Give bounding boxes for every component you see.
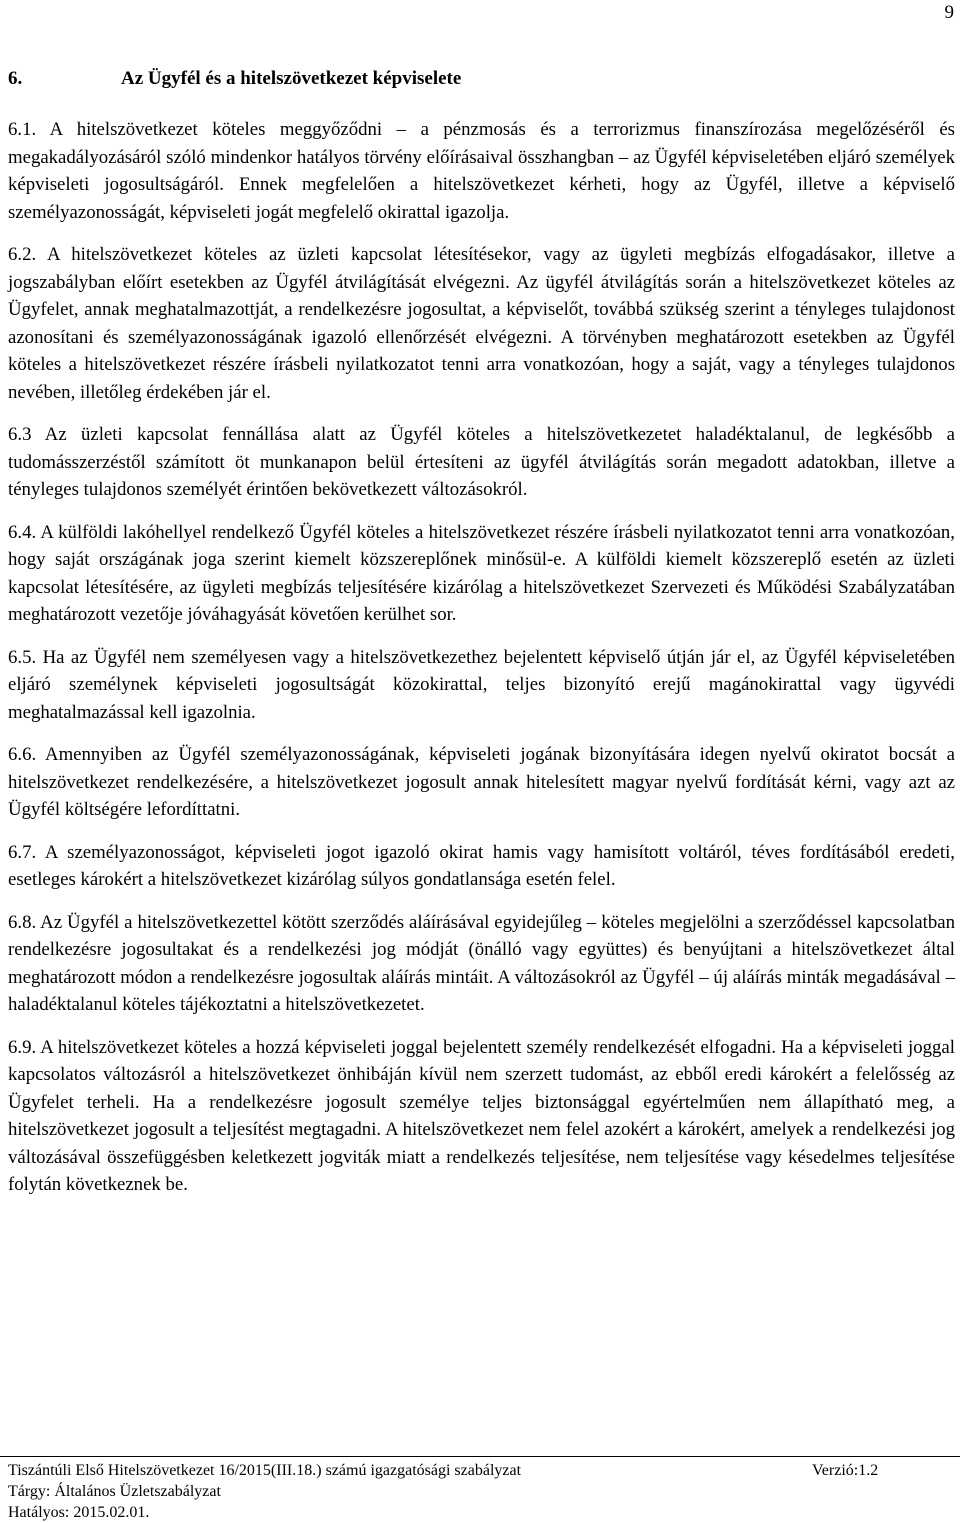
paragraph-text: A hitelszövetkezet köteles az üzleti kapcsolat létesítésekor, vagy az ügyleti megbízás elfogadásakor, illetve a jogszabályban előírt esetekben az Ügyfél átvilágítását elvégezni. Az ügyfél átvilágítás során a hitelszövetkezet köteles az Ügyfelet, annak meghatalmazottját, a rendelkezésre jogosultat, a képviselőt, továbbá szükség szerint a tényleges tulajdonost azonosítani és személyazonosságának igazoló ellenőrzését elvégezni. A törvényben meghatározott esetekben az Ügyfél köteles a hitelszövetkezet részére írásbeli nyilatkozatot tenni arra vonatkozóan, hogy a saját, vagy a tényleges tulajdonos nevében, illetőleg érdekében jár el. [8,244,955,403]
paragraph-6-1 [8,116,955,226]
footer-subject: Tárgy: Általános Üzletszabályzat [8,1483,221,1500]
section-number: 6. [8,68,23,89]
paragraph-6-8 [8,909,955,1019]
section-heading [8,68,461,90]
paragraph-number: 6.7. [8,841,37,863]
paragraph-number: 6.1. [8,119,37,140]
paragraph-number: 6.5. [8,646,37,668]
paragraph-number: 6.8. [8,911,37,933]
paragraph-text: Ha az Ügyfél nem személyesen vagy a hitelszövetkezethez bejelentett képviselő útján jár el, az Ügyfél képviseletében eljáró személynek képviseleti jogosultságát közokirattal, teljes bizonyító erejű magánokirattal vagy ügyvédi meghatalmazással kell igazolnia. [8,646,955,723]
paragraph-number: 6.6. [8,744,37,765]
footer-version: Verzió:1.2 [812,1462,879,1479]
paragraph-number: 6.9. [8,1036,37,1058]
paragraph-number: 6.4. [8,521,37,543]
paragraph-text: Az Ügyfél a hitelszövetkezettel kötött szerződés aláírásával egyidejűleg – köteles megjelölni a szerződéssel kapcsolatban rendelkezésre jogosultakat és a rendelkezési jog módját (önálló vagy együttes) és benyújtani a hitelszövetkezet által meghatározott módon a rendelkezésre jogosultak aláírás mintáit. A változásokról az Ügyfél – új aláírás minták megadásával – haladéktalanul köteles tájékoztatni a hitelszövetkezetet. [8,911,955,1015]
paragraph-6-9 [8,1034,955,1199]
paragraph-6-5 [8,644,955,727]
page-number: 9 [944,2,954,23]
paragraph-6-7 [8,839,955,894]
section-title: Az Ügyfél és a hitelszövetkezet képviselete [121,68,462,89]
footer-row-regulation [0,1460,960,1481]
section-body [8,116,955,1214]
paragraph-number: 6.3 [8,424,32,445]
paragraph-6-4 [8,519,955,629]
paragraph-text: A hitelszövetkezet köteles meggyőződni – a pénzmosás és a terrorizmus finanszírozása megelőzéséről és megakadályozásáról szóló mindenkor hatályos törvény előírásaival összhangban – az Ügyfél képviseletében eljáró személyek képviseleti jogosultságáról. Ennek megfelelően a hitelszövetkezet kérheti, hogy az Ügyfél, illetve a képviselő személyazonosságát, képviseleti jogát megfelelő okirattal igazolja. [8,119,955,223]
footer-effective-date: Hatályos: 2015.02.01. [8,1504,150,1521]
paragraph-text: A külföldi lakóhellyel rendelkező Ügyfél köteles a hitelszövetkezet részére írásbeli nyilatkozatot tenni arra vonatkozóan, hogy saját országának joga szerint kiemelt közszereplőnek minősül-e. A külföldi kiemelt közszereplő esetén az üzleti kapcsolat létesítésére, az ügyleti megbízás teljesítésére kizárólag a hitelszövetkezet Szervezeti és Működési Szabályzatában meghatározott vezetője jóváhagyását követően kerülhet sor. [8,521,955,625]
paragraph-text: A személyazonosságot, képviseleti jogot igazoló okirat hamis vagy hamisított voltáról, téves fordításából eredeti, esetleges károkért a hitelszövetkezet kizárólag súlyos gondatlansága esetén felel. [8,841,955,890]
paragraph-6-3 [8,421,955,504]
paragraph-text: A hitelszövetkezet köteles a hozzá képviseleti joggal bejelentett személy rendelkezését elfogadni. Ha a képviseleti joggal kapcsolatos változásról a hitelszövetkezet önhibáján kívül nem szerzett tudomást, az ebből eredi károkért a felelősség az Ügyfelet terheli. Ha a rendelkezésre jogosult személye teljes biztonsággal egyértelműen nem állapítható meg, a hitelszövetkezet jogosult a teljesítést megtagadni. A hitelszövetkezet nem felel azokért a károkért, amelyek a rendelkezési jog változásával összefüggésben keletkezett jogviták miatt a rendelkezés teljesítése, nem teljesítése vagy késedelmes teljesítése folytán következnek be. [8,1036,955,1195]
paragraph-text: Az üzleti kapcsolat fennállása alatt az Ügyfél köteles a hitelszövetkezetet haladéktalanul, de legkésőbb a tudomásszerzéstől számított öt munkanapon belül értesíteni az ügyfél átvilágítás során megadott adatokban, illetve a tényleges tulajdonos személyét érintően bekövetkezett változásokról. [8,424,955,500]
paragraph-number: 6.2. [8,244,37,265]
paragraph-6-6 [8,741,955,824]
paragraph-6-2 [8,241,955,406]
page-footer [0,1456,960,1523]
paragraph-text: Amennyiben az Ügyfél személyazonosságának, képviseleti jogának bizonyítására idegen nyelvű okiratot bocsát a hitelszövetkezet rendelkezésére, a hitelszövetkezet jogosult annak hitelesített magyar nyelvű fordítását kérni, vagy azt az Ügyfél költségére lefordíttatni. [8,744,955,820]
footer-regulation: Tiszántúli Első Hitelszövetkezet 16/2015(III.18.) számú igazgatósági szabályzat [8,1462,522,1479]
